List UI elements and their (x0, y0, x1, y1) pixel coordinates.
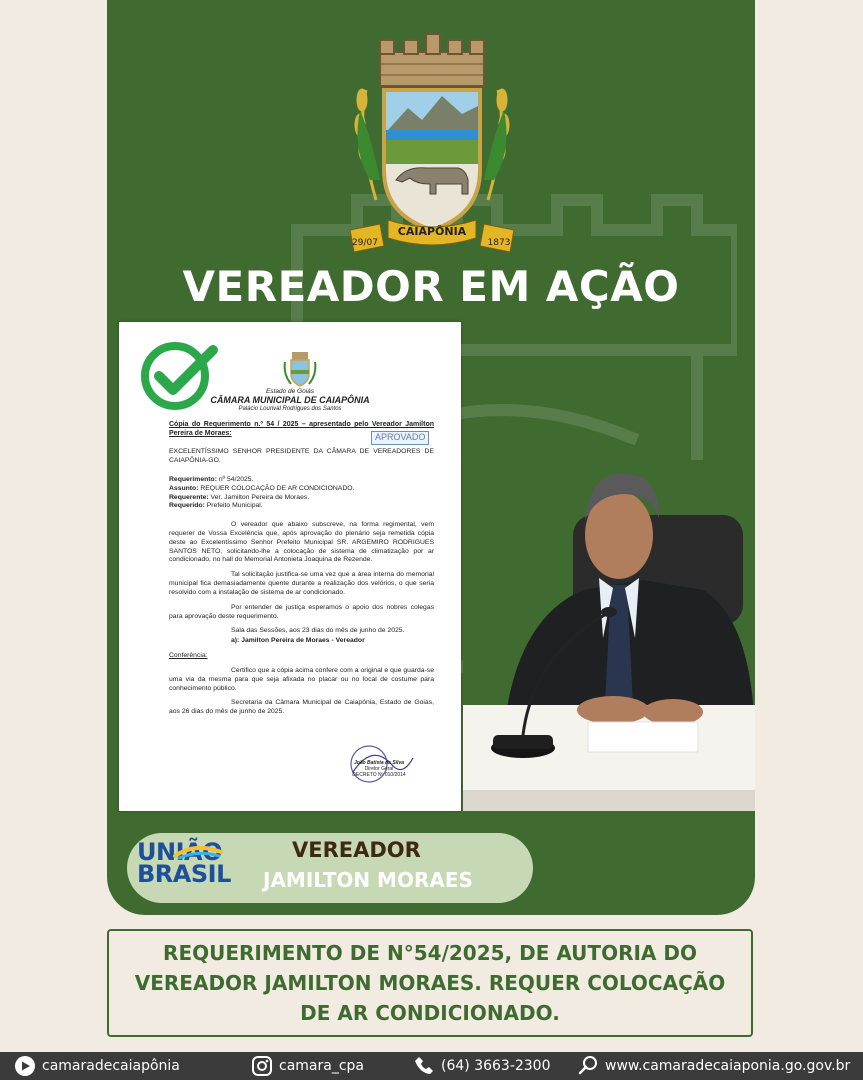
signature-role: Diretor Geral (364, 766, 394, 772)
session-line: Sala das Sessões, aos 23 dias do mês de junho de 2025. (231, 627, 405, 635)
requested-label: Requerido: (169, 502, 205, 510)
crest-left-date: 29/07 (352, 238, 378, 248)
signature-decree: DECRETO Nº 010/2014 (352, 772, 406, 778)
website-url: www.camaradecaiaponia.go.gov.br (605, 1058, 851, 1074)
youtube-handle: camaradecaiapônia (42, 1058, 180, 1074)
summary-text: REQUERIMENTO DE N°54/2025, DE AUTORIA DO VEREADOR JAMILTON MORAES. REQUER COLOCAÇÃO DE AR CONDICIONADO. (134, 941, 726, 1025)
phone-icon (413, 1055, 435, 1077)
approved-stamp: APROVADO (371, 431, 429, 445)
caiaponia-crest-icon (332, 30, 532, 265)
requester: Ver. Jamilton Pereira de Moraes. (210, 493, 310, 501)
document-palace: Palácio Lourival Rodrigues dos Santos (238, 406, 342, 412)
document-crest-icon (282, 350, 318, 388)
instagram-icon (251, 1055, 273, 1077)
req-number-label: Requerimento: (169, 475, 217, 483)
youtube-icon (14, 1055, 36, 1077)
footer-phone[interactable] (413, 1052, 551, 1080)
signature-text (347, 760, 411, 778)
requirement-document (119, 322, 461, 811)
subject-label: Assunto: (169, 484, 199, 492)
councilman-badge (127, 833, 533, 903)
footer (0, 1052, 863, 1080)
paragraph-1: O vereador que abaixo subscreve, na forma regimental, vem requerer de Vossa Excelência que, após aprovação do plenário seja remetida cópia deste ao Excelentíssimo Senhor Prefeito Municipal SR. ARGEMIRO RODRIGUES SANTOS NETO, solicitando-lhe a colocação de sistema de climatização por ar condicionado, no hall do Memorial Antonieta Joaquina de Rezende. (169, 521, 434, 564)
green-panel (107, 0, 755, 915)
footer-instagram[interactable] (251, 1052, 364, 1080)
requested: Prefeito Municipal. (206, 502, 263, 510)
paragraph-4: Certifico que a cópia acima confere com a original e que guarda-se uma via da mesma para que seja afixada no placar ou no local de costume para conhecimento público. (169, 666, 434, 692)
party-swoosh-icon (173, 846, 223, 860)
document-body (169, 420, 434, 723)
badge-name: JAMILTON MORAES (263, 868, 473, 892)
document-copy-title: Cópia do Requerimento n.º 54 / 2025 – apresentado pelo Vereador Jamilton Pereira de Moraes: (169, 421, 434, 438)
party-logo-line2: BRASIL (137, 860, 231, 888)
instagram-handle: camara_cpa (279, 1058, 364, 1074)
search-icon (577, 1055, 599, 1077)
councilman-photo (463, 460, 755, 811)
crest-name: CAIAPÔNIA (397, 225, 467, 238)
requester-label: Requerente: (169, 493, 209, 501)
badge-title: VEREADOR (292, 838, 421, 862)
paragraph-5: Secretaria da Câmara Municipal de Caiapônia, Estado de Goiás, aos 26 dias do mês de junho de 2025. (169, 699, 434, 716)
paragraph-2: Tal solicitação justifica-se uma vez que a área interna do memorial municipal fica demasiadamente quente durante a realização dos velórios, o que seria resolvido com a instalação de sistema de ar condicionado. (169, 571, 434, 596)
party-logo-line1: UNIÃO (137, 838, 222, 866)
paragraph-3: Por entender de justiça esperamos o apoio dos nobres colegas para aprovação deste requerimento. (169, 603, 434, 620)
document-organization: CÂMARA MUNICIPAL DE CAIAPÔNIA (210, 395, 370, 405)
summary-box (107, 929, 753, 1037)
document-state: Estado de Goiás (265, 388, 315, 395)
subject: REQUER COLOCAÇÃO DE AR CONDICIONADO. (200, 484, 355, 492)
footer-youtube[interactable] (14, 1052, 180, 1080)
footer-website[interactable] (577, 1052, 850, 1080)
document-salutation: EXCELENTÍSSIMO SENHOR PRESIDENTE DA CÂMARA DE VEREADORES DE CAIAPÔNIA-GO. (169, 448, 434, 465)
crest-right-date: 1873 (487, 238, 511, 248)
signed-line: a): Jamilton Pereira de Moraes - Vereador (231, 637, 365, 645)
headline: VEREADOR EM AÇÃO (182, 262, 680, 311)
conference-label: Conferência: (169, 652, 208, 660)
req-number: nº 54/2025. (218, 475, 254, 483)
signature-name: João Batista da Silva (353, 760, 405, 766)
phone-number: (64) 3663-2300 (441, 1058, 551, 1074)
